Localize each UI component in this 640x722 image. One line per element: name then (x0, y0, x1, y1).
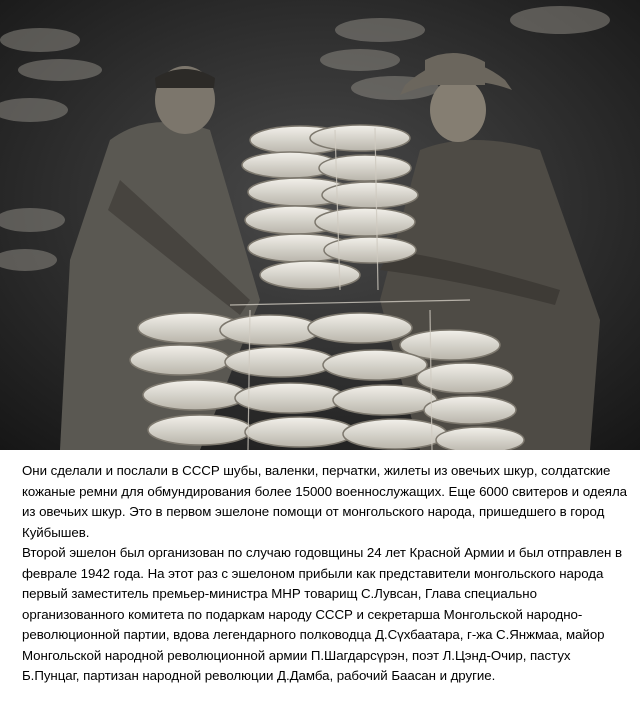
caption-paragraph-2: Второй эшелон был организован по случаю годовщины 24 лет Красной Армии и был отправлен в феврале 1942 года. На этот раз с эшелоном прибыли как представители монгольского народа первый заместитель премьер-министра МНР товарищ С.Лувсан, Глава специально организованного комитета по подаркам народу СССР и секретарша Монгольской народно-революционной партии, вдова легендарного полководца Д.Сүхбаатара, г-жа С.Янжмаа, майор Монгольской народной революционной армии П.Шагдарсүрэн, поэт Л.Цэнд-Очир, пастух Б.Пунцаг, партизан народной революции Д.Дамба, рабочий Баасан и другие. (22, 545, 622, 683)
caption-text (22, 461, 627, 687)
caption-paragraph-1: Они сделали и послали в СССР шубы, валенки, перчатки, жилеты из овечьих шкур, солдатские кожаные ремни для обмундирования более 15000 военнослужащих. Еще 6000 свитеров и одеяла из овечьих шкур. Это в первом эшелоне помощи от монгольского народа, пришедшего в город Куйбышев. (22, 463, 628, 540)
